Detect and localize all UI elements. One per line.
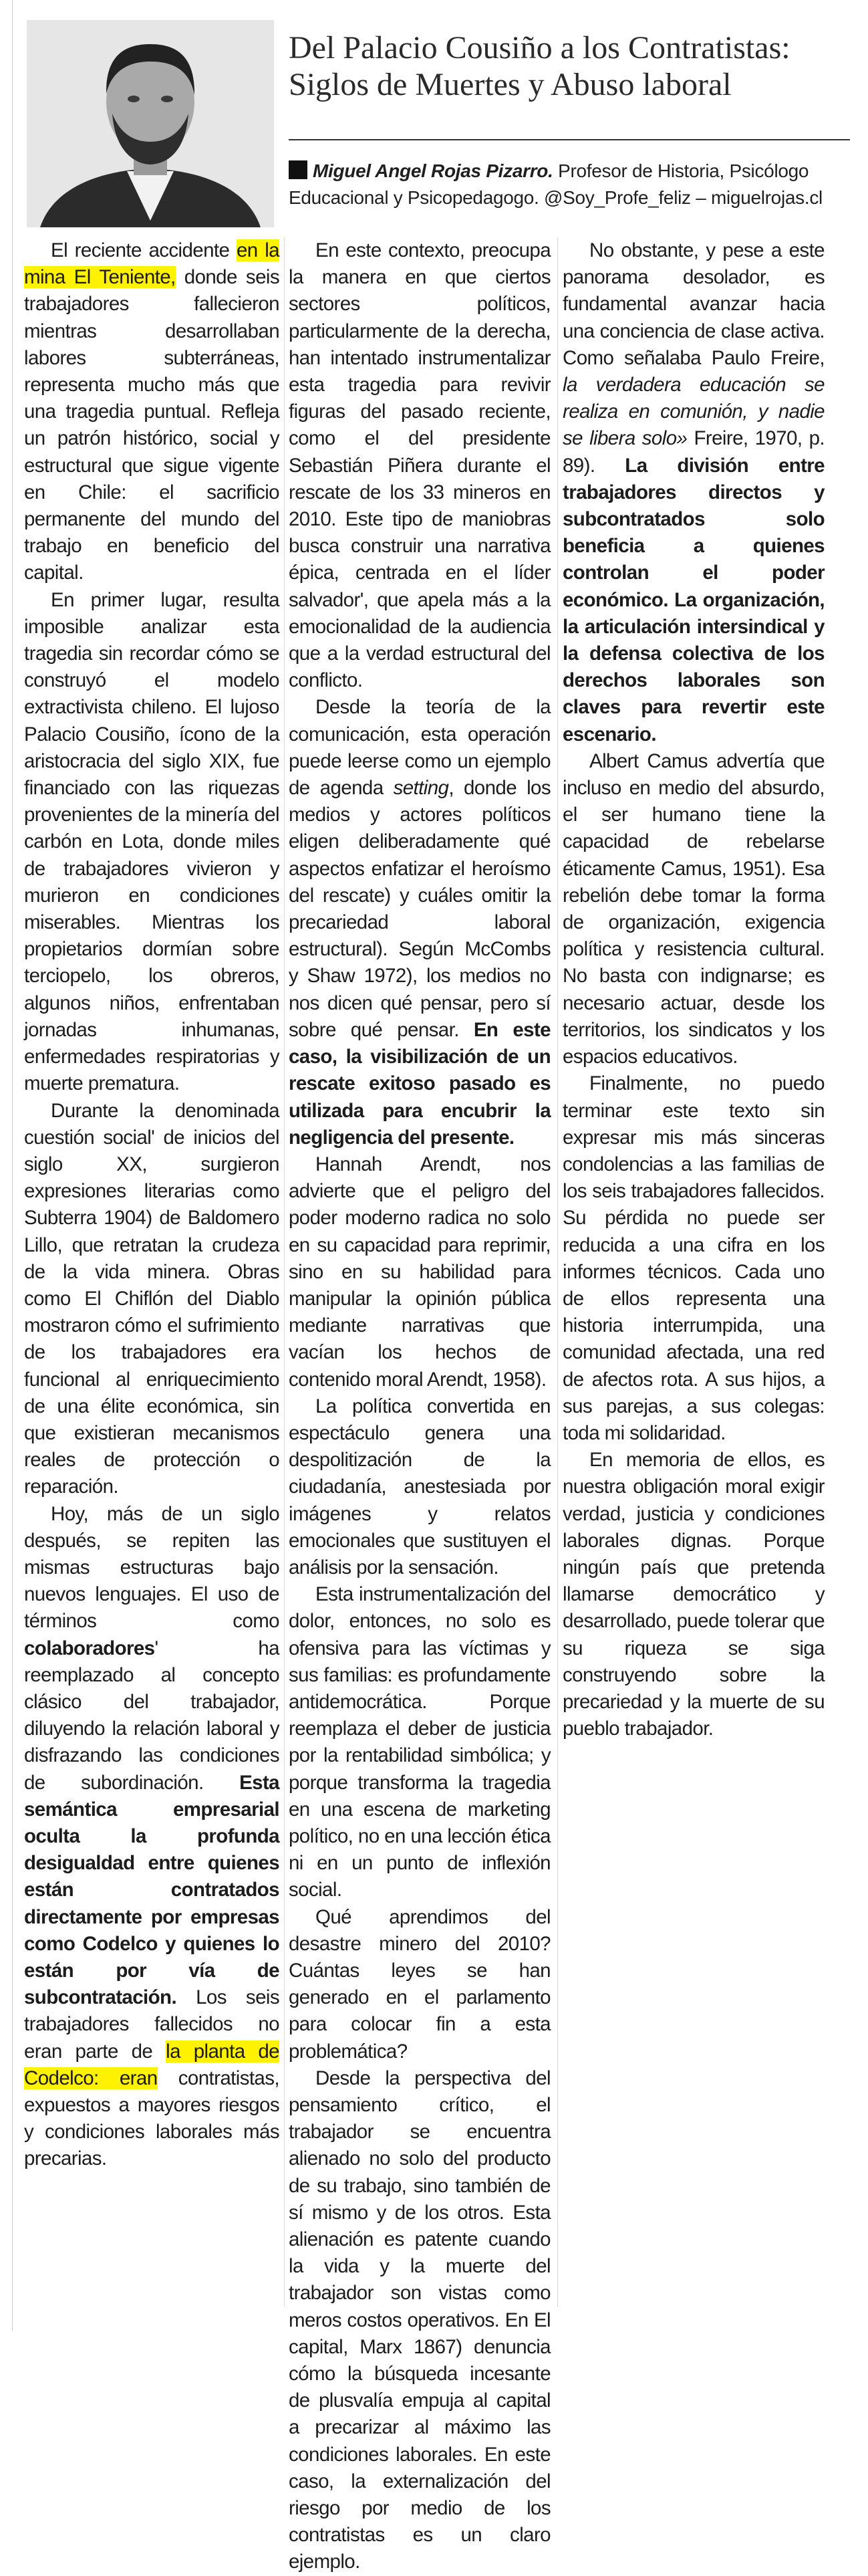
paragraph: Desde la perspectiva del pensamiento crítico, el trabajador se encuentra alienado no solo del producto de su trabajo, sino también de sí mismo y de los otros. Esta alienación es patente cuando la vida y la muerte del trabajador son vistas como meros costos operativos. En El capital, Marx 1867) denuncia cómo la búsqueda incesante de plusvalía empuja al capital a precarizar al máximo las condiciones laborales. En este caso, la externalización del riesgo por medio de los contratistas es un claro ejemplo. (289, 2067, 551, 2573)
paragraph: Albert Camus advertía que incluso en medio del absurdo, el ser humano tiene la capacidad de rebelarse éticamente Camus, 1951). Esa rebelión debe tomar la forma de organización, exigencia política y resistencia cultural. No basta con indignarse; es necesario actuar, desde los territorios, los sindicatos y los espacios educativos. (563, 749, 825, 1068)
paragraph (563, 237, 825, 748)
column-divider (284, 237, 285, 2307)
bold-text: Esta semántica empresarial oculta la profunda desigualdad entre quienes están contratados directamente por empresas como Codelco y quienes lo están por vía de subcontratación. (24, 1771, 279, 2009)
paragraph: La política convertida en espectáculo genera una despolitización de la ciudadanía, anestesiada por imágenes y relatos emocionales que sustituyen el análisis por la sensación. (289, 1395, 551, 1578)
paragraph (24, 237, 279, 587)
bold-text: En este caso, la visibilización de un rescate exitoso pasado es utilizada para encubrir la negligencia del presente. (289, 1018, 551, 1149)
paragraph: Qué aprendimos del desastre minero del 2010? Cuántas leyes se han generado en el parlamento para colocar fin a esta problemática? (289, 1905, 551, 2063)
headline-divider (289, 139, 850, 140)
clipping-edge (12, 0, 13, 2331)
paragraph: Finalmente, no puedo terminar este texto sin expresar mis más sinceras condolencias a las familias de los seis trabajadores fallecidos. Su pérdida no puede ser reducida a una cifra en los informes técnicos. Cada uno de ellos representa una historia interrumpida, una comunidad afectada, una red de afectos rota. A sus hijos, a sus parejas, a sus colegas: toda mi solidaridad. (563, 1072, 825, 1444)
text-run: líder salvador (289, 562, 551, 611)
italic-text: setting (393, 777, 449, 800)
paragraph (24, 1501, 279, 2173)
text-run: Freire, 1970, p. 89). (563, 427, 825, 477)
paragraph: Durante la denominada cuestión social' de inicios del siglo XX, surgieron expresiones literarias como Subterra 1904) de Baldomero Lillo, que retratan la crudeza de la vida minera. Obras como El Chiflón del Diablo mostraron cómo el sufrimiento de los trabajadores era funcional al enriquecimiento de una élite económica, sin que existieran mecanismos reales de protección o reparación. (24, 1099, 279, 1498)
text-run: ' ha reemplazado al concepto clásico del trabajador, diluyendo la relación laboral y disfrazando las condiciones de subordinación. (24, 1637, 279, 1794)
highlighted-text: en la mina El Teniente, (24, 239, 279, 289)
article-column-3 (563, 237, 825, 1742)
bold-text: La división entre trabajadores directos y subcontratados solo beneficia a quienes controlan el poder económico. La organización, la articulación intersindical y la defensa colectiva de los derechos laborales son claves para revertir este escenario. (563, 454, 825, 745)
paragraph: En memoria de ellos, es nuestra obligación moral exigir verdad, justicia y condiciones laborales dignas. Porque ningún país que pretenda llamarse democrático y desarrollado, puede tolerar que su riqueza se siga construyendo sobre la precariedad y la muerte de su pueblo trabajador. (563, 1449, 825, 1740)
byline-square-icon (289, 160, 307, 179)
paragraph: Hannah Arendt, nos advierte que el peligro del poder moderno radica no solo en su capacidad para reprimir, sino en su habilidad para manipular la opinión pública mediante narrativas que vacían los hechos de contenido moral Arendt, 1958). (289, 1153, 551, 1391)
article-headline (289, 29, 850, 103)
paragraph (289, 694, 551, 1151)
author-photo (27, 20, 274, 227)
text-run: Hoy, más de un siglo después, se repiten las mismas estructuras bajo nuevos lenguajes. El uso de términos como (24, 1502, 279, 1633)
article-column-1 (24, 237, 279, 2173)
author-description: Profesor de Historia, Psicólogo Educacional y Psicopedagogo. @Soy_Profe_feliz – miguelrojas.cl (289, 160, 823, 208)
text-run: donde seis trabajadores fallecieron mientras desarrollaban labores subterráneas, representa mucho más que una tragedia puntual. Refleja un patrón histórico, social y estructural que sigue vigente en Chile: el sacrificio permanente del mundo del trabajo en beneficio del capital. (24, 266, 279, 584)
headline-line-1: Del Palacio Cousiño a los Contratistas: (289, 30, 790, 66)
paragraph: En primer lugar, resulta imposible analizar esta tragedia sin recordar cómo se construyó el modelo extractivista chileno. El lujoso Palacio Cousiño, ícono de la aristocracia del siglo XIX, fue financiado con las riquezas provenientes de la minería del carbón en Lota, donde miles de trabajadores vivieron y murieron en condiciones miserables. Mientras los propietarios dormían sobre terciopelo, los obreros, algunos niños, enfrentaban jornadas inhumanas, enfermedades respiratorias y muerte prematura. (24, 588, 279, 1095)
author-name: Miguel Angel Rojas Pizarro. (313, 160, 553, 181)
highlighted-text: la planta de Codelco: eran (24, 2040, 279, 2089)
paragraph (289, 237, 551, 694)
article-column-2 (289, 237, 551, 2576)
column-divider (557, 237, 558, 2307)
headline-line-2: Siglos de Muertes y Abuso laboral (289, 67, 732, 103)
paragraph: Esta instrumentalización del dolor, entonces, no solo es ofensiva para las víctimas y sus familias: es profundamente antidemocrática. Porque reemplaza el deber de justicia por la rentabilidad simbólica; y porque transforma la tragedia en una escena de marketing político, no en una lección ética ni en un punto de inflexión social. (289, 1583, 551, 1901)
text-run: El reciente accidente (51, 239, 230, 261)
text-run: ', que apela más a la emocionalidad de la audiencia que a la verdad estructural del conflicto. (289, 588, 551, 692)
byline (289, 158, 857, 211)
text-run: Desde la teoría de la comunicación, esta operación puede leerse como un ejemplo de agenda (289, 696, 551, 800)
text-run: En este contexto, preocupa la manera en que ciertos sectores políticos, particularmente de la derecha, han intentado instrumentalizar esta tragedia para revivir figuras del pasado reciente, como el del presidente Sebastián Piñera durante el rescate de los 33 mineros en 2010. Este tipo de maniobras busca construir una narrativa épica, centrada en el (289, 239, 551, 584)
text-run: No obstante, y pese a este panorama desolador, es fundamental avanzar hacia una conciencia de clase activa. Como señalaba Paulo Freire, (563, 239, 825, 369)
bold-text: colaboradores (24, 1637, 155, 1659)
author-portrait-icon (27, 20, 274, 227)
text-run: , donde los medios y actores políticos eligen deliberadamente qué aspectos enfatizar el heroísmo del rescate) y cuáles omitir la precariedad laboral estructural). Según McCombs y Shaw 1972), los medios no nos dicen qué pensar, pero sí sobre qué pensar. (289, 777, 551, 1041)
italic-text: la verdadera educación se realiza en comunión, y nadie se libera solo» (563, 374, 825, 450)
text-run: Los seis trabajadores fallecidos no eran parte de (24, 1986, 279, 2063)
text-run: contratistas, expuestos a mayores riesgos y condiciones laborales más precarias. (24, 2067, 279, 2170)
